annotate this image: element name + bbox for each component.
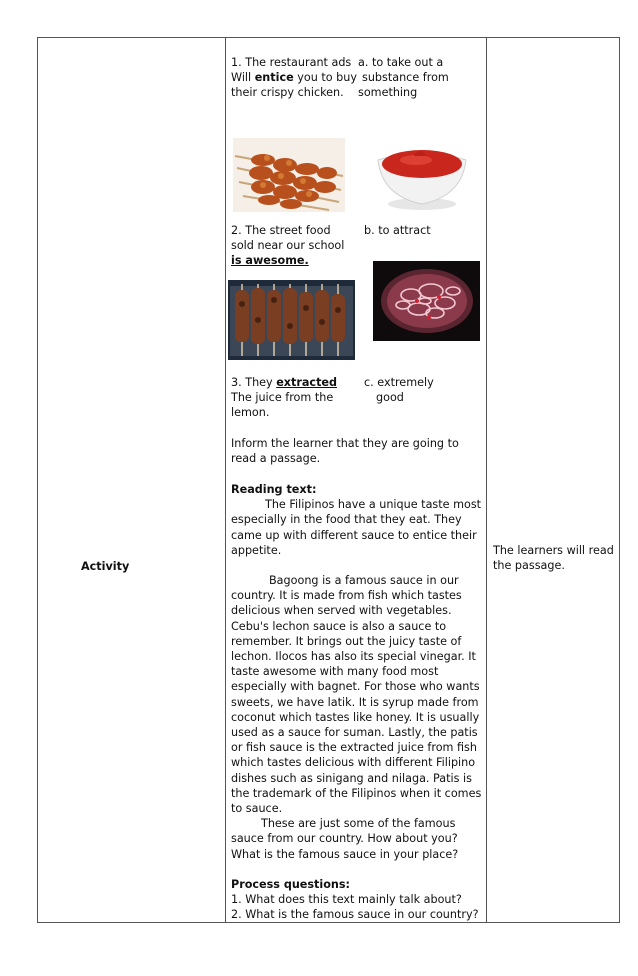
reading-paragraph-1: The Filipinos have a unique taste most especially in the food that they eat. They came up with different sauce to entice their appetite. — [231, 498, 482, 557]
process-questions-heading: Process questions: — [231, 877, 351, 891]
process-question-1: 1. What does this text mainly talk about? — [231, 893, 462, 907]
definition-b: b. to attract — [364, 224, 431, 237]
reading-paragraph-3: These are just some of the famous sauce from our country. How about you? What is the famous sauce in your place? — [231, 817, 459, 861]
vocab-word-extracted: extracted — [276, 376, 338, 389]
vocab-item-3: 3. They extracted The juice from the lemon. — [231, 376, 338, 420]
vinegar-onions-image — [373, 261, 480, 341]
definition-c: c. extremely good — [364, 376, 434, 405]
column-divider-right — [486, 38, 487, 922]
column-divider-left — [225, 38, 226, 922]
vocab-item-1-line1: 1. The restaurant ads — [231, 56, 352, 69]
vocab-item-1-line2: Will entice you to buy — [231, 71, 357, 85]
vocab-word-awesome: is awesome. — [231, 254, 309, 268]
lesson-table — [37, 37, 620, 923]
reading-text-heading: Reading text: — [231, 483, 317, 496]
vocab-item-1-line3: their crispy chicken. — [231, 86, 344, 100]
vocab-item-2: 2. The street food sold near our school is awesome. — [231, 224, 345, 268]
row-label-activity: Activity — [81, 560, 130, 573]
ketchup-bowl-image — [372, 138, 472, 212]
learner-activity-note: The learners will read the passage. — [493, 544, 614, 572]
process-question-2: 2. What is the famous sauce in our country? — [231, 908, 479, 922]
definition-a: a. to take out a substance from something — [358, 56, 449, 100]
teacher-instruction: Inform the learner that they are going to read a passage. — [231, 437, 459, 466]
vocab-word-entice: entice — [254, 71, 294, 85]
grilled-skewers-tray-image — [228, 280, 355, 360]
reading-text-section — [231, 482, 483, 922]
vocab-item-1 — [231, 55, 357, 101]
reading-paragraph-2: Bagoong is a famous sauce in our country. It is made from fish which tastes delicious when served with vegetables. Cebu's lechon sauce is also a sauce to remember. It brings out the juicy taste of lechon. Ilocos has also its special vinegar. It taste awesome with many food most especially with bagnet. For those who wants sweets, we have latik. It is syrup made from coconut which tastes like honey. It is usually used as a sauce for suman. Lastly, the patis or fish sauce is the extracted juice from fish which tastes delicious with different Filipino dishes such as sinigang and nilaga. Patis is the trademark of the Filipinos when it comes to sauce. — [231, 574, 482, 816]
barbecue-skewers-image — [233, 138, 345, 212]
